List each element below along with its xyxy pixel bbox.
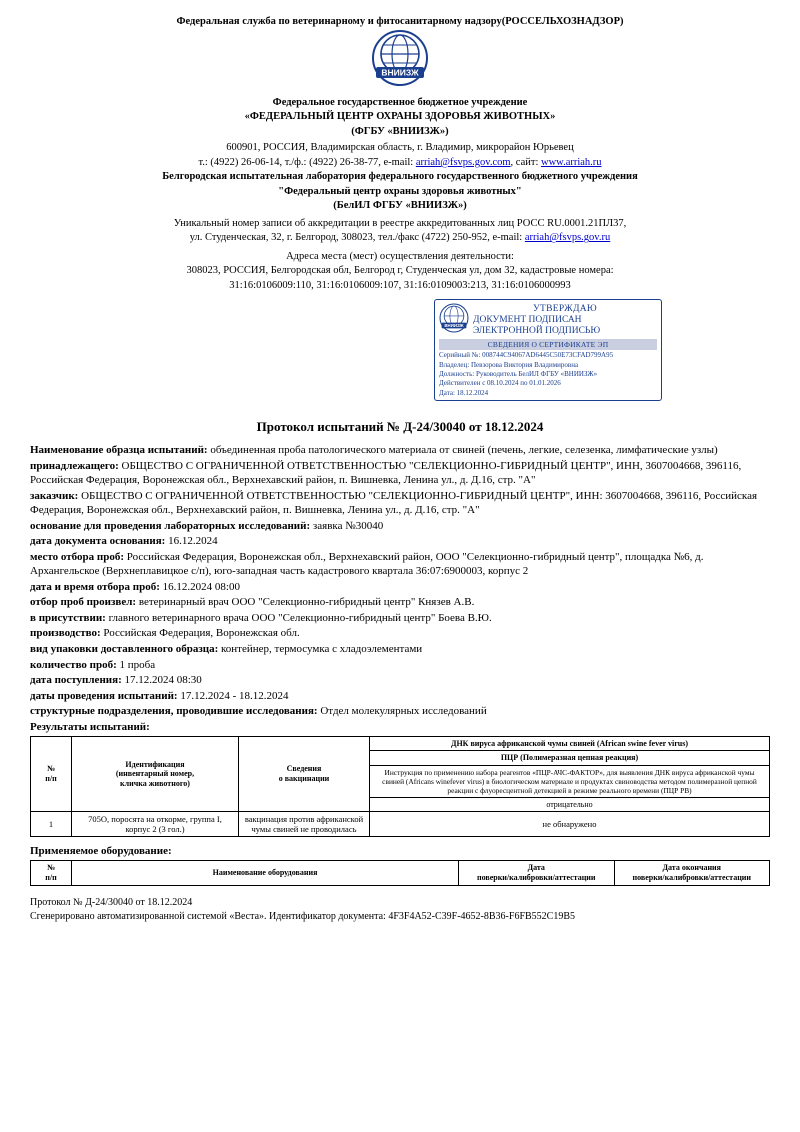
equip-col-verification-date: Дата поверки/калибровки/аттестации bbox=[459, 861, 615, 885]
table-row bbox=[31, 812, 770, 837]
field-owner bbox=[30, 459, 770, 488]
stamp-line-2: ЭЛЕКТРОННОЙ ПОДПИСЬЮ bbox=[473, 326, 601, 337]
field-label: дата поступления: bbox=[30, 674, 122, 687]
lab-line-1: Белгородская испытательная лаборатория федерального государственного бюджетного учреждения bbox=[162, 171, 638, 183]
accreditation-line: Уникальный номер записи об аккредитации в реестре аккредитованных лиц РОСС RU.0001.21ПЛ37, bbox=[173, 217, 627, 229]
field-production bbox=[30, 626, 770, 641]
field-value: 16.12.2024 08:00 bbox=[159, 580, 240, 593]
stamp-field-date: Дата: 18.12.2024 bbox=[439, 388, 489, 397]
field-sampling-place bbox=[30, 550, 770, 579]
field-witness bbox=[30, 611, 770, 626]
col-header-num: № п/п bbox=[31, 736, 72, 812]
field-value: ОБЩЕСТВО С ОГРАНИЧЕННОЙ ОТВЕТСТВЕННОСТЬЮ "СЕЛЕКЦИОННО-ГИБРИДНЫЙ ЦЕНТР", ИНН, 3607004668, 396116, Российская Федерация, Воронежская обл., Верхнехавский район, п. Вишневка, Ленина ул., д. Д.16, стр. "А" bbox=[30, 459, 742, 487]
field-label: производство: bbox=[30, 627, 101, 640]
stamp-field-owner: Владелец: Певзорова Виктория Владимировна bbox=[439, 360, 579, 369]
field-packaging bbox=[30, 642, 770, 657]
field-value: 1 проба bbox=[116, 658, 156, 671]
stamp-line-1: ДОКУМЕНТ ПОДПИСАН bbox=[473, 315, 582, 326]
stamp-certificate-fields bbox=[439, 351, 657, 398]
field-value: 16.12.2024 bbox=[165, 535, 218, 548]
stamp-globe-icon bbox=[439, 303, 469, 333]
stamp-field-position: Должность: Руководитель БелИЛ ФГБУ «ВНИИЗЖ» bbox=[439, 369, 598, 378]
page-title: Протокол испытаний № Д-24/30040 от 18.12.2024 bbox=[256, 419, 544, 435]
places-line-1: 308023, РОССИЯ, Белгородская обл, Белгород г, Студенческая ул, дом 32, кадастровые номера: bbox=[186, 265, 614, 277]
field-label: даты проведения испытаний: bbox=[30, 689, 178, 702]
field-received-date bbox=[30, 673, 770, 688]
field-label: основание для проведения лабораторных исследований: bbox=[30, 519, 311, 532]
field-label: в присутствии: bbox=[30, 611, 106, 624]
equip-col-name: Наименование оборудования bbox=[72, 861, 459, 885]
col-header-method-description: Инструкция по применению набора реагентов «ПЦР-АЧС-ФАКТОР», для выявления ДНК вируса африканской чумы свиней (Africans winefever virus) в биологическом материале и продуктах свиноводства методом полимеразной цепной реакции с флуоресцентной детекцией в режиме реального времени (ПЦР РВ) bbox=[370, 765, 770, 797]
col-header-group: ДНК вируса африканской чумы свиней (African swine fever virus) bbox=[370, 736, 770, 751]
lab-email-link[interactable]: arriah@fsvps.gov.ru bbox=[524, 232, 611, 244]
field-value: объединенная проба патологического материала от свиней (печень, легкие, селезенка, лимфатические узлы) bbox=[207, 444, 718, 457]
field-label: Наименование образца испытаний: bbox=[30, 444, 208, 457]
field-value: Российская Федерация, Воронежская обл. bbox=[100, 627, 300, 640]
col-header-identification: Идентификация (инвентарный номер, кличка животного) bbox=[72, 736, 239, 812]
field-departments bbox=[30, 704, 770, 719]
col-header-vaccination: Сведения о вакцинации bbox=[239, 736, 370, 812]
field-value: ОБЩЕСТВО С ОГРАНИЧЕННОЙ ОТВЕТСТВЕННОСТЬЮ "СЕЛЕКЦИОННО-ГИБРИДНЫЙ ЦЕНТР", ИНН: 3607004668, 396116, Российская Федерация, Воронежская обл., Верхнехавский район, п. Вишневка, Ленина ул., д. Д.16, стр. "А" bbox=[30, 489, 758, 517]
lab-address-prefix: ул. Студенческая, 32, г. Белгород, 308023, тел./факс (4722) 250-952, e-mail: bbox=[189, 232, 525, 244]
lab-line-3: (БелИЛ ФГБУ «ВНИИЗЖ») bbox=[333, 200, 467, 212]
results-label: Результаты испытаний: bbox=[30, 720, 150, 733]
field-basis bbox=[30, 519, 770, 534]
org-line-2: «ФЕДЕРАЛЬНЫЙ ЦЕНТР ОХРАНЫ ЗДОРОВЬЯ ЖИВОТНЫХ» bbox=[244, 111, 556, 123]
equip-col-num: № п/п bbox=[31, 861, 72, 885]
cell-result: не обнаружено bbox=[370, 812, 770, 837]
places-line-2: 31:16:0106009:110, 31:16:0106009:107, 31:16:0109003:213, 31:16:0106000993 bbox=[229, 279, 571, 291]
field-label: принадлежащего: bbox=[30, 459, 119, 472]
field-value: главного ветеринарного врача ООО "Селекционно-гибридный центр" Боева В.Ю. bbox=[105, 611, 492, 624]
places-title: Адреса места (мест) осуществления деятельности: bbox=[286, 250, 514, 262]
org-line-3: (ФГБУ «ВНИИЗЖ») bbox=[351, 125, 449, 137]
globe-icon bbox=[371, 29, 429, 87]
field-value: 17.12.2024 - 18.12.2024 bbox=[177, 689, 289, 702]
lab-address-line bbox=[30, 231, 770, 245]
equipment-header-row bbox=[31, 861, 770, 885]
field-label: заказчик: bbox=[30, 489, 79, 502]
equipment-table bbox=[30, 860, 770, 885]
table-header-row bbox=[31, 736, 770, 751]
signature-stamp-row bbox=[30, 299, 770, 415]
org-contacts bbox=[30, 156, 770, 170]
electronic-signature-stamp bbox=[434, 299, 662, 401]
field-sample-count bbox=[30, 658, 770, 673]
field-label: дата и время отбора проб: bbox=[30, 580, 160, 593]
results-table bbox=[30, 736, 770, 838]
field-value: 17.12.2024 08:30 bbox=[121, 674, 202, 687]
field-label: отбор проб произвел: bbox=[30, 596, 137, 609]
agency-header: Федеральная служба по ветеринарному и фитосанитарному надзору(РОССЕЛЬХОЗНАДЗОР) bbox=[176, 16, 624, 27]
field-label: дата документа основания: bbox=[30, 535, 166, 548]
field-sample-name bbox=[30, 443, 770, 458]
contacts-mid: , сайт: bbox=[510, 156, 541, 168]
logo-block bbox=[30, 29, 770, 90]
field-value: Отдел молекулярных исследований bbox=[317, 705, 487, 718]
contacts-prefix: т.: (4922) 26-06-14, т./ф.: (4922) 26-38-77, e-mail: bbox=[198, 156, 416, 168]
field-basis-date bbox=[30, 534, 770, 549]
svg-text:ВНИИЗЖ: ВНИИЗЖ bbox=[444, 323, 464, 329]
page-footer bbox=[30, 896, 770, 925]
footer-generated: Сгенерировано автоматизированной системой «Веста». Идентификатор документа: 4F3F4A52-C39F-4652-8B36-F6FB552C19B5 bbox=[30, 911, 576, 923]
stamp-field-validity: Действителен с 08.10.2024 по 01.01.2026 bbox=[439, 379, 561, 388]
field-sampled-by bbox=[30, 595, 770, 610]
field-customer bbox=[30, 489, 770, 518]
site-link[interactable]: www.arriah.ru bbox=[541, 156, 602, 168]
field-value: Российская Федерация, Воронежская обл., Верхнехавский район, ООО "Селекционно-гибридный центр", площадка №6, д. Архангельское (Верхнеплавицкое с/п), юго-западная часть кадастрового квартала 36:07:6900003, корпус 2 bbox=[30, 550, 704, 578]
col-header-method-pcr: ПЦР (Полимеразная цепная реакция) bbox=[370, 751, 770, 766]
field-label: вид упаковки доставленного образца: bbox=[30, 643, 219, 655]
email-link[interactable]: arriah@fsvps.gov.com bbox=[415, 156, 511, 168]
field-label: место отбора проб: bbox=[30, 550, 124, 563]
field-value: заявка №30040 bbox=[310, 519, 384, 532]
stamp-title-block bbox=[473, 303, 657, 337]
field-test-dates bbox=[30, 689, 770, 704]
cell-vaccination: вакцинация против африканской чумы свиней не проводилась bbox=[239, 812, 370, 837]
org-address: 600901, РОССИЯ, Владимирская область, г. Владимир, микрорайон Юрьевец bbox=[226, 142, 574, 154]
svg-text:ВНИИЗЖ: ВНИИЗЖ bbox=[381, 67, 419, 78]
org-line-1: Федеральное государственное бюджетное учреждение bbox=[272, 97, 528, 108]
stamp-approve: УТВЕРЖДАЮ bbox=[533, 304, 597, 315]
stamp-certificate-bar: СВЕДЕНИЯ О СЕРТИФИКАТЕ ЭП bbox=[439, 339, 657, 350]
stamp-header bbox=[439, 303, 657, 337]
field-value: ветеринарный врач ООО "Селекционно-гибридный центр" Князев А.В. bbox=[136, 596, 475, 609]
footer-protocol: Протокол № Д-24/30040 от 18.12.2024 bbox=[30, 896, 193, 908]
field-label: количество проб: bbox=[30, 658, 117, 671]
cell-identification: 705О, поросята на откорме, группа I, корпус 2 (3 гол.) bbox=[72, 812, 239, 837]
field-value: контейнер, термосумка с хладоэлементами bbox=[218, 643, 423, 655]
lab-line-2: "Федеральный центр охраны здоровья животных" bbox=[278, 185, 522, 197]
equip-col-verification-end-date: Дата окончания поверки/калибровки/аттестации bbox=[614, 861, 770, 885]
cell-num: 1 bbox=[31, 812, 72, 837]
control-result-cell: отрицательно bbox=[370, 797, 770, 812]
field-sampling-datetime bbox=[30, 580, 770, 595]
field-label: структурные подразделения, проводившие исследования: bbox=[30, 705, 318, 718]
stamp-field-serial: Серийный №: 008744C94067AD6445C50E73CFAD799A95 bbox=[439, 351, 614, 360]
equipment-label: Применяемое оборудование: bbox=[30, 845, 172, 858]
